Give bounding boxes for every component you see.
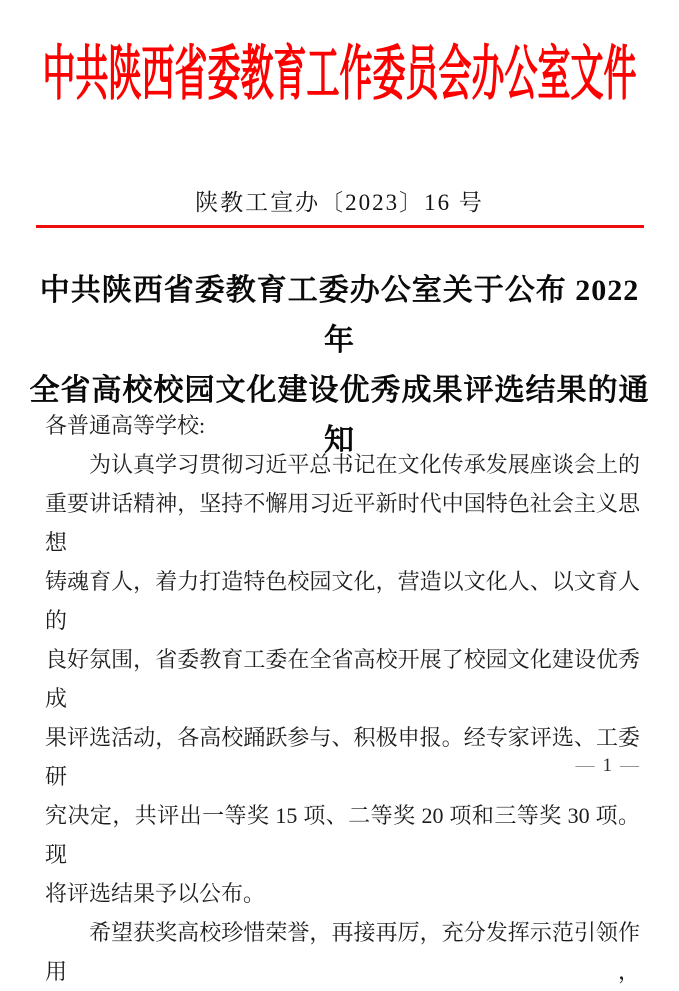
body-line: 良好氛围，省委教育工委在全省高校开展了校园文化建设优秀成 (45, 647, 640, 711)
page-number-dash-left: — (575, 755, 596, 776)
body-line: 希望获奖高校珍惜荣誉，再接再厉，充分发挥示范引领作用， (45, 920, 640, 984)
red-separator-rule (36, 225, 644, 228)
page-number-dash-right: — (620, 755, 640, 776)
body-line: 将评选结果予以公布。 (45, 881, 266, 906)
document-reference-number: 陕教工宣办〔2023〕16 号 (195, 190, 484, 215)
body-line: 重要讲话精神，坚持不懈用习近平新时代中国特色社会主义思想 (45, 491, 640, 555)
document-title-line-1: 中共陕西省委教育工委办公室关于公布 2022 年 (39, 274, 640, 357)
letterhead-title: 中共陕西省委教育工作委员会办公室文件 (42, 43, 637, 109)
body-line: 为认真学习贯彻习近平总书记在文化传承发展座谈会上的 (89, 452, 640, 477)
body-line: 究决定，共评出一等奖 15 项、二等奖 20 项和三等奖 30 项。现 (45, 803, 640, 867)
document-body (45, 406, 640, 991)
body-line: 铸魂育人，着力打造特色校园文化，营造以文化人、以文育人的 (45, 569, 640, 633)
page-number-value: 1 (602, 755, 613, 776)
page-number (576, 754, 641, 778)
body-line: 果评选活动，各高校踊跃参与、积极申报。经专家评选、工委研 (45, 725, 640, 789)
salutation-line: 各普通高等学校: (45, 413, 206, 438)
document-title-line-2: 全省高校校园文化建设优秀成果评选结果的通知 (29, 374, 650, 457)
